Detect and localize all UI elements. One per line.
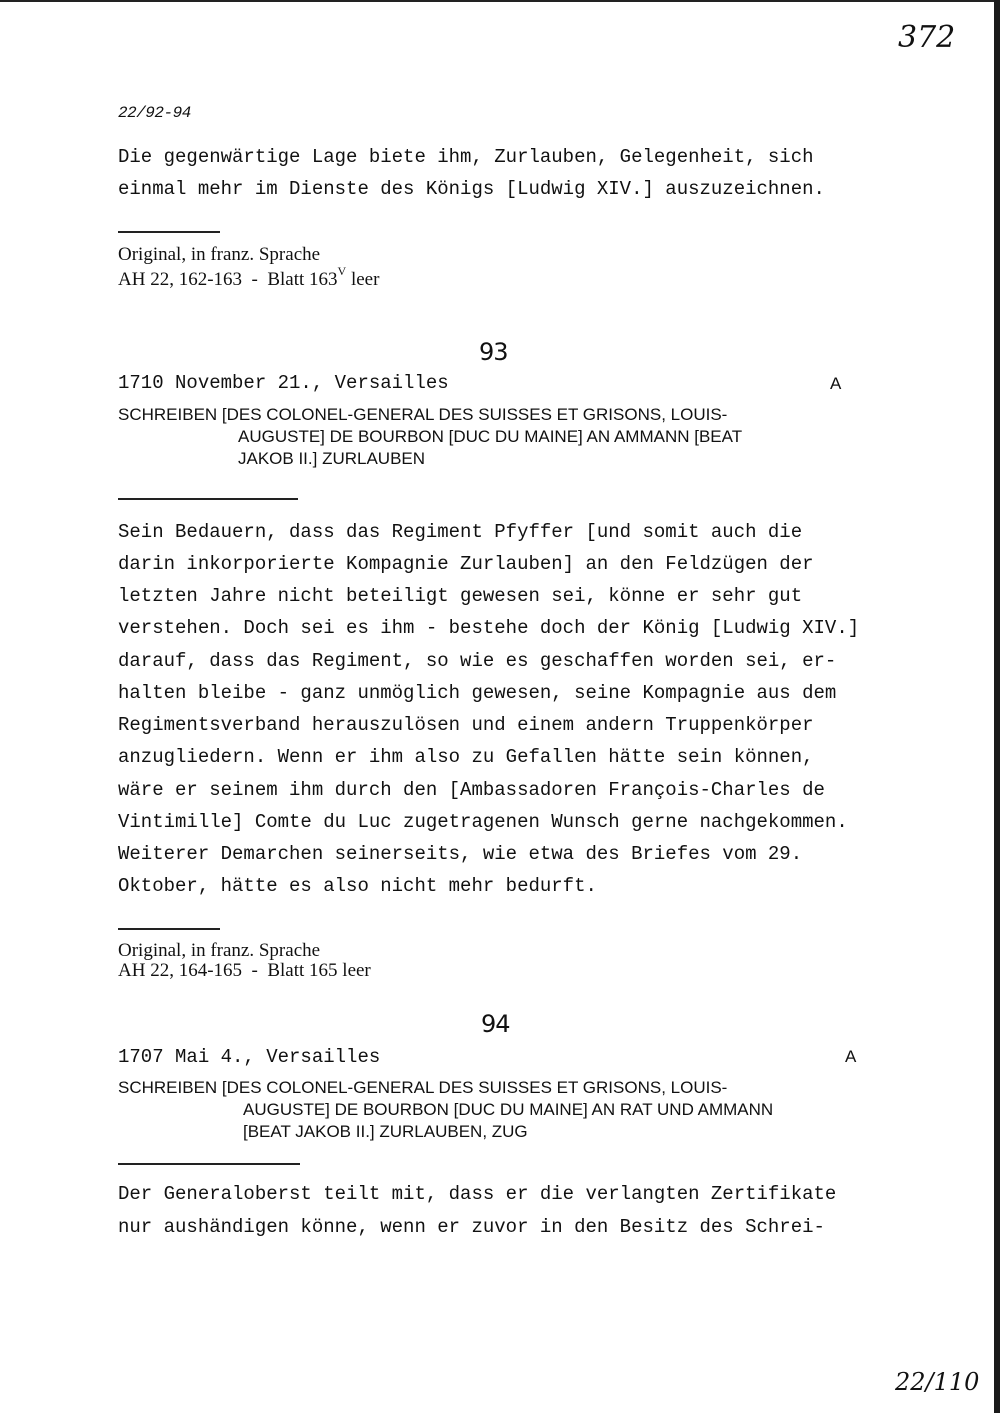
divider-rule (118, 928, 220, 930)
entry-body-line: Weiterer Demarchen seinerseits, wie etwa des Briefes vom 29. (118, 843, 803, 865)
archive-marker: A (830, 374, 842, 393)
divider-rule (118, 1163, 300, 1165)
scan-border-right (994, 0, 1000, 1413)
prev-entry-source-line-2 (118, 264, 379, 291)
entry-heading-line: SCHREIBEN [DES COLONEL-GENERAL DES SUISSES ET GRISONS, LOUIS- (118, 405, 728, 424)
entry-body-line: letzten Jahre nicht beteiligt gewesen sei, könne er sehr gut (118, 585, 803, 607)
entry-body-line: Oktober, hätte es also nicht mehr bedurft. (118, 875, 597, 897)
prev-entry-summary-line: Die gegenwärtige Lage biete ihm, Zurlauben, Gelegenheit, sich (118, 146, 814, 168)
handwritten-folio: 22/110 (895, 1368, 980, 1396)
document-number: 93 (479, 338, 508, 366)
handwritten-page-number: 372 (898, 20, 956, 55)
entry-heading-line: [BEAT JAKOB II.] ZURLAUBEN, ZUG (243, 1122, 528, 1141)
source-suffix: leer (346, 269, 380, 290)
scan-border-top (0, 0, 1000, 2)
entry-body-line: anzugliedern. Wenn er ihm also zu Gefallen hätte sein können, (118, 746, 814, 768)
entry-body-line: halten bleibe - ganz unmöglich gewesen, seine Kompagnie aus dem (118, 682, 837, 704)
entry-date-place: 1707 Mai 4., Versailles (118, 1046, 381, 1068)
entry-body-line: verstehen. Doch sei es ihm - bestehe doch der König [Ludwig XIV.] (118, 617, 860, 639)
archive-marker: A (845, 1047, 857, 1066)
entry-body-line: Vintimille] Comte du Luc zugetragenen Wunsch gerne nachgekommen. (118, 811, 848, 833)
verso-superscript: V (337, 264, 347, 278)
entry-heading-line: JAKOB II.] ZURLAUBEN (238, 449, 426, 468)
entry-body-line: Regimentsverband herauszulösen und einem andern Truppenkörper (118, 714, 814, 736)
prev-entry-source-line: Original, in franz. Sprache (118, 244, 321, 265)
entry-heading-line: AUGUSTE] DE BOURBON [DUC DU MAINE] AN AMMANN [BEAT (238, 427, 743, 446)
source-reference: AH 22, 162-163 - Blatt 163 (118, 269, 338, 290)
entry-date-place: 1710 November 21., Versailles (118, 372, 449, 394)
entry-source-line: AH 22, 164-165 - Blatt 165 leer (118, 960, 371, 981)
entry-body-line: Der Generaloberst teilt mit, dass er die verlangten Zertifikate (118, 1183, 837, 1205)
entry-heading-line: SCHREIBEN [DES COLONEL-GENERAL DES SUISSES ET GRISONS, LOUIS- (118, 1078, 728, 1097)
prev-entry-summary-line: einmal mehr im Dienste des Königs [Ludwig XIV.] auszuzeichnen. (118, 178, 825, 200)
divider-rule (118, 231, 220, 233)
entry-body-line: nur aushändigen könne, wenn er zuvor in den Besitz des Schrei- (118, 1216, 825, 1238)
entry-body-line: darin inkorporierte Kompagnie Zurlauben] an den Feldzügen der (118, 553, 814, 575)
entry-heading-line: AUGUSTE] DE BOURBON [DUC DU MAINE] AN RAT UND AMMANN (243, 1100, 774, 1119)
entry-body-line: darauf, dass das Regiment, so wie es geschaffen worden sei, er- (118, 650, 837, 672)
entry-body-line: Sein Bedauern, dass das Regiment Pfyffer [und somit auch die (118, 521, 803, 543)
entry-body-line: wäre er seinem ihm durch den [Ambassadoren François-Charles de (118, 779, 825, 801)
entry-source-line: Original, in franz. Sprache (118, 940, 321, 961)
divider-rule (118, 498, 298, 500)
range-label: 22/92-94 (118, 104, 191, 122)
document-number: 94 (481, 1010, 510, 1038)
